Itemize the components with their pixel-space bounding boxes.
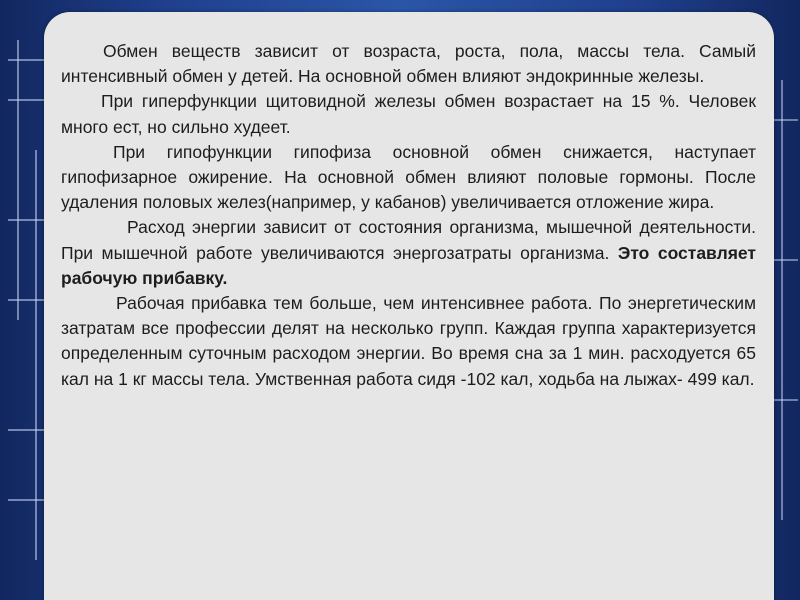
paragraph-working-increment: Рабочая прибавка тем больше, чем интенсивнее работа. По энергетическим затратам все профессии делят на несколько групп. Каждая группа характеризуется определенным суточным расходом энергии. Во время сна за 1 мин. расходуется 65 кал на 1 кг массы тела. Умственная работа сидя -102 кал, ходьба на лыжах- 499 кал. [61,293,756,389]
paragraph-thyroid: При гиперфункции щитовидной железы обмен возрастает на 15 %. Человек много ест, но сильно худеет. [61,91,756,137]
working-increment-emphasis: Это составляет рабочую прибавку. [61,242,756,288]
paragraph-energy-expenditure-text: Расход энергии зависит от состояния организма, мышечной деятельности. При мышечной работе увеличиваются энергозатраты организма. [61,217,756,263]
paragraph-pituitary: При гипофункции гипофиза основной обмен снижается, наступает гипофизарное ожирение. На основной обмен влияют половые гормоны. После удаления половых желез(например, у кабанов) увеличивается отложение жира. [61,141,756,213]
slide-body-text [61,39,756,392]
slide-content-card [44,12,774,600]
paragraph-metabolism-factors: Обмен веществ зависит от возраста, роста, пола, массы тела. Самый интенсивный обмен у детей. На основной обмен влияют эндокринные железы. [61,41,756,87]
paragraph-energy-expenditure [61,215,756,291]
